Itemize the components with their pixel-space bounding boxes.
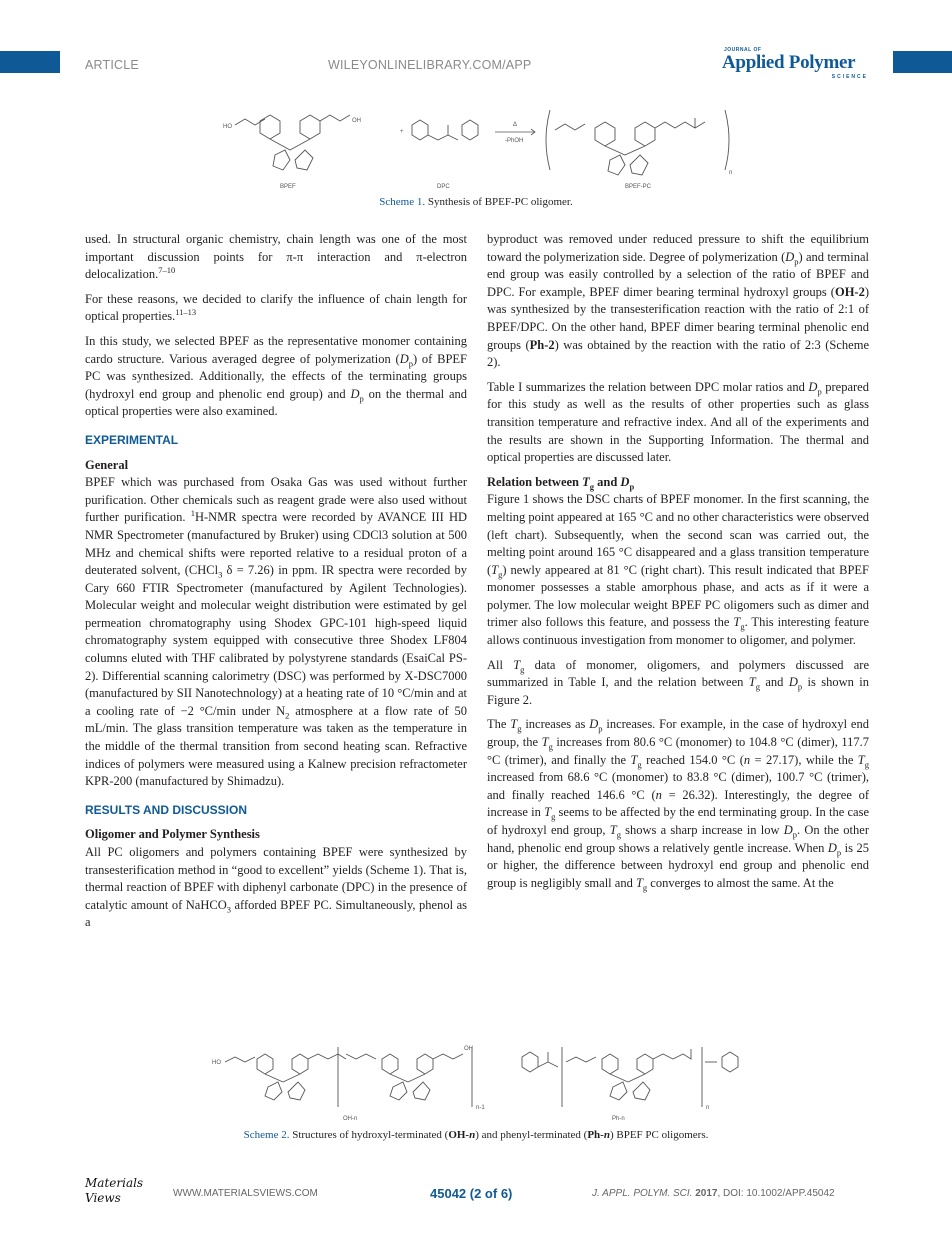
text-run: T	[544, 805, 552, 820]
text-run: increases. For example, in the case of hydroxyl end group, the	[487, 717, 869, 750]
paragraph	[85, 291, 467, 326]
text-run: D	[808, 379, 818, 394]
repeat-n: n	[706, 1105, 710, 1111]
text-run: increases as	[521, 717, 590, 732]
paragraph	[487, 491, 869, 649]
bpef-pc-structure	[546, 110, 729, 175]
text-run: In this study, we selected BPEF as the representative monomer containing cardo structure. Various averaged degree of polymerization (	[85, 333, 467, 366]
text-run: H-NMR spectra were recorded by AVANCE III HD NMR Spectrometer (manufactured by Bruker) using CDCl3 solution at 500 MHz and chemical shifts were reported relative to a residual proton of a deuterated solvent, (CHCl	[85, 510, 468, 578]
scheme-2-caption	[0, 1129, 952, 1141]
text-run: OH-2	[834, 284, 865, 299]
text-run: ) newly appeared at 81 °C (right chart). This result indicated that BPEF monomer possesses a stable amorphous phase, and acts as if it were a polymer. The low molecular weight BPEF PC oligomers such as dimer and trimer also follows this feature, and possess the	[487, 562, 869, 630]
scheme-2-figure	[210, 1042, 750, 1126]
text-run: p	[794, 256, 799, 267]
text-run: T	[491, 562, 499, 577]
repeat-n1: n-1	[476, 1105, 485, 1111]
text-run: δ = 7.26) in ppm. IR spectra were recorded by Cary 660 FTIR Spectrometer (manufactured by Agilent Technologies). Molecular weight and molecular weight distribution were estimated by gel permeation chromatography using Shodex GPC-101 high-speed liquid chromatography system equipped with consecutive three Shodex LF804 columns eluted with THF calibrated by polystyrene standards (EsaiCal PS-2). Differential scanning calorimetry (DSC) was performed by X-DSC7000 (manufactured by SII Nanotechnology) at a heating rate of 10 °C/min and at a cooling rate of −2 °C/min under N	[85, 563, 468, 718]
text-run: g	[642, 882, 648, 893]
text-run: BPEF which was purchased from Osaka Gas was used without further purification. Other chemicals such as reagent grade were also used without further purification.	[85, 475, 467, 525]
text-run: p	[359, 393, 364, 404]
scheme-1-figure	[215, 100, 745, 195]
text-run: used. In structural organic chemistry, chain length was one of the most important discussion points for π-π interaction and π-electron delocalization.	[85, 232, 467, 282]
text-run: Relation between	[487, 474, 583, 489]
scheme-1-caption	[0, 196, 952, 208]
text-run: p	[598, 723, 603, 734]
paragraph	[487, 716, 869, 892]
text-run: g	[517, 723, 522, 734]
text-run: T	[748, 675, 756, 690]
text-run: 3	[218, 569, 223, 580]
text-run: g	[589, 481, 595, 492]
text-run: increases from 80.6 °C (monomer) to 104.8 °C (dimer), 117.7 °C (trimer), and finally the	[487, 735, 870, 767]
bpef-label: BPEF	[280, 184, 296, 190]
text-run: on the thermal and optical properties were also examined.	[85, 386, 467, 419]
text-run: g	[637, 759, 642, 770]
text-run: g	[548, 741, 553, 752]
text-run: g	[616, 829, 621, 840]
section-label: ARTICLE	[85, 58, 139, 72]
journal-prefix: JOURNAL OF	[724, 47, 762, 53]
section-heading: RESULTS AND DISCUSSION	[85, 802, 248, 817]
caption-text: Synthesis of BPEF-PC oligomer.	[425, 196, 573, 208]
text-run: 3	[226, 904, 231, 915]
paragraph	[487, 379, 869, 467]
text-run: ) was synthesized by the transesterification reaction with the ratio of 2:1 of BPEF/DPC. On the other hand, BPEF dimer bearing terminal phenolic end groups (	[487, 284, 869, 352]
oh-n-structure	[225, 1047, 472, 1107]
text-run: byproduct was removed under reduced pressure to shift the equilibrium toward the polymerization side. Degree of polymerization (	[487, 232, 869, 264]
citation-journal: J. APPL. POLYM. SCI.	[592, 1188, 696, 1199]
subsection-heading: Oligomer and Polymer Synthesis	[85, 827, 260, 842]
text-run: T	[635, 875, 643, 890]
header-bar-right	[893, 51, 952, 73]
atom-label: OH	[464, 1046, 473, 1052]
text-run: g	[755, 681, 760, 692]
journal-url: WILEYONLINELIBRARY.COM/APP	[328, 58, 532, 72]
text-run: 2	[285, 710, 290, 721]
text-run: 11–13	[175, 307, 197, 318]
text-run: D	[827, 840, 837, 855]
ph-n-label: Ph-n	[612, 1116, 625, 1122]
text-run: n	[469, 1129, 476, 1141]
journal-logo	[722, 47, 872, 83]
atom-label: OH	[352, 118, 361, 124]
text-run: T	[630, 752, 638, 767]
header-bar-left	[0, 51, 60, 73]
caption-text	[289, 1129, 708, 1141]
text-run: n	[603, 1129, 610, 1141]
text-run: n	[743, 752, 751, 767]
text-run: and	[594, 474, 621, 489]
text-run: D	[620, 474, 630, 489]
oh-n-label: OH-n	[343, 1116, 358, 1122]
text-run: = 27.17), while the	[750, 752, 858, 767]
text-run: D	[350, 386, 360, 401]
text-run: increased from 68.6 °C (monomer) to 83.8 °C (dimer), 100.7 °C (trimer), and finally reached 146.6 °C (	[487, 770, 869, 802]
text-run: p	[817, 386, 822, 397]
left-column	[85, 231, 467, 939]
citation-year: 2017	[695, 1188, 718, 1199]
text-run: OH-	[448, 1129, 470, 1141]
footer-citation	[592, 1188, 835, 1199]
text-run: Ph-2	[529, 337, 555, 352]
text-run: p	[836, 847, 842, 858]
text-run: and	[759, 675, 789, 690]
text-run: seems to be affected by the end terminating group. In the case of hydroxyl end group,	[487, 805, 869, 837]
text-run: D	[788, 675, 798, 690]
text-run: p	[629, 481, 635, 492]
text-run: T	[510, 717, 518, 732]
text-run: D	[399, 351, 409, 366]
text-run: n	[655, 787, 662, 802]
atom-label: HO	[212, 1060, 221, 1066]
dpc-structure	[412, 120, 478, 140]
journal-name: Applied Polymer	[722, 52, 856, 73]
dpc-label: DPC	[437, 184, 450, 190]
paragraph	[85, 231, 467, 284]
text-run: T	[513, 657, 521, 672]
text-run: 7–10	[158, 265, 176, 276]
arrow-label-top: Δ	[513, 122, 518, 128]
text-run: g	[740, 621, 745, 632]
text-run: T	[541, 735, 549, 750]
section-heading: EXPERIMENTAL	[85, 432, 179, 447]
ph-n-structure	[522, 1047, 738, 1107]
paragraph	[487, 657, 869, 710]
text-run: D	[589, 717, 599, 732]
arrow-label-bottom: -PhOH	[505, 138, 524, 144]
text-run: g	[864, 759, 869, 770]
text-run: 1	[190, 508, 195, 519]
text-run: The	[487, 717, 511, 732]
materials-views-logo: Materials Views	[85, 1176, 144, 1205]
paragraph	[85, 844, 467, 932]
right-column	[487, 231, 869, 899]
text-run: atmosphere at a flow rate of 50 mL/min. The glass transition temperature was taken as the temperature in the middle of the thermal transition from second heating scan. Refractive indices of polymers were measured using a Kalnew precision refractometer KPR-200 (manufactured by Shimadzu).	[85, 703, 468, 789]
text-run: data of monomer, oligomers, and polymers discussed are summarized in Table I, and the relation between	[487, 657, 869, 690]
text-run: T	[733, 615, 741, 630]
text-run: ) of BPEF PC was synthesized. Additionally, the effects of the terminating groups (hydroxyl end group and phenolic end group) and	[85, 351, 467, 401]
text-run: p	[408, 358, 413, 369]
caption-label: Scheme 1.	[379, 196, 426, 208]
text-run: converges to almost the same. At the	[647, 875, 834, 890]
text-run: All	[487, 657, 514, 672]
journal-sub: SCIENCE	[831, 74, 868, 80]
text-run: prepared for this study as well as the results of other properties such as glass transition temperature and refractive index. And all of the experiments and the results are shown in the Supporting Information. The thermal and optical properties are discussed later.	[487, 379, 869, 465]
text-run: D	[785, 249, 795, 264]
paragraph	[487, 231, 869, 372]
plus-sign: +	[400, 129, 404, 135]
text-run: p	[792, 829, 797, 840]
paragraph	[85, 474, 467, 791]
text-run: Figure 1 shows the DSC charts of BPEF monomer. In the first scanning, the melting point appeared at 165 °C and no other characteristics were observed (left chart). Subsequently, when the second scan was carried out, the melting point around 165 °C disappeared and a glass transition temperature (	[487, 492, 869, 577]
text-run: T	[582, 474, 590, 489]
text-run: T	[609, 823, 617, 837]
page-number: 45042 (2 of 6)	[430, 1186, 513, 1201]
text-run: is 25 or higher, the difference between hydroxyl end group and phenolic end group is negligibly small and	[487, 840, 869, 890]
text-run: shows a sharp increase in low	[620, 823, 784, 837]
bpef-pc-label: BPEF-PC	[625, 184, 652, 190]
subsection-heading	[487, 474, 869, 492]
text-run: D	[783, 823, 793, 837]
text-run: For these reasons, we decided to clarify the influence of chain length for optical properties.	[85, 291, 467, 324]
text-run: Structures of hydroxyl-terminated (	[289, 1129, 449, 1141]
repeat-n: n	[729, 170, 733, 176]
text-run: g	[551, 811, 556, 822]
citation-doi: , DOI: 10.1002/APP.45042	[717, 1188, 835, 1199]
text-run: All PC oligomers and polymers containing BPEF were synthesized by transesterification method in “good to excellent” yields (Scheme 1). That is, thermal reaction of BPEF with diphenyl carbonate (DPC) in the presence of catalytic amount of NaHCO	[85, 845, 467, 912]
text-run: afforded BPEF PC. Simultaneously, phenol as a	[85, 897, 467, 930]
text-run: = 26.32). Interestingly, the degree of increase in	[487, 787, 870, 820]
footer-site: WWW.MATERIALSVIEWS.COM	[173, 1188, 318, 1199]
text-run: is shown in Figure 2.	[487, 675, 869, 707]
bpef-structure	[235, 115, 350, 170]
text-run: Table I summarizes the relation between DPC molar ratios and	[487, 379, 809, 394]
subsection-heading: General	[85, 457, 129, 472]
text-run: g	[498, 569, 503, 580]
text-run: g	[520, 664, 525, 675]
text-run: . On the other hand, phenolic end group shows a relatively gentle increase. When	[487, 823, 869, 855]
text-run: ) and terminal end group was easily controlled by a selection of the ratio of BPEF and DPC. For example, BPEF dimer bearing terminal hydroxyl groups (	[487, 249, 869, 299]
atom-label: HO	[223, 124, 232, 130]
text-run: Ph-	[587, 1129, 604, 1141]
text-run: ) was obtained by the reaction with the ratio of 2:3 (Scheme 2).	[487, 337, 869, 370]
text-run: T	[857, 752, 865, 767]
text-run: . This interesting feature allows continuous investigation from monomer to oligomer, and polymer.	[487, 615, 869, 648]
caption-label: Scheme 2.	[243, 1129, 290, 1141]
paragraph	[85, 333, 467, 421]
text-run: p	[797, 681, 803, 692]
text-run: ) BPEF PC oligomers.	[609, 1129, 709, 1141]
text-run: ) and phenyl-terminated (	[475, 1129, 588, 1141]
text-run: reached 154.0 °C (	[641, 752, 744, 767]
